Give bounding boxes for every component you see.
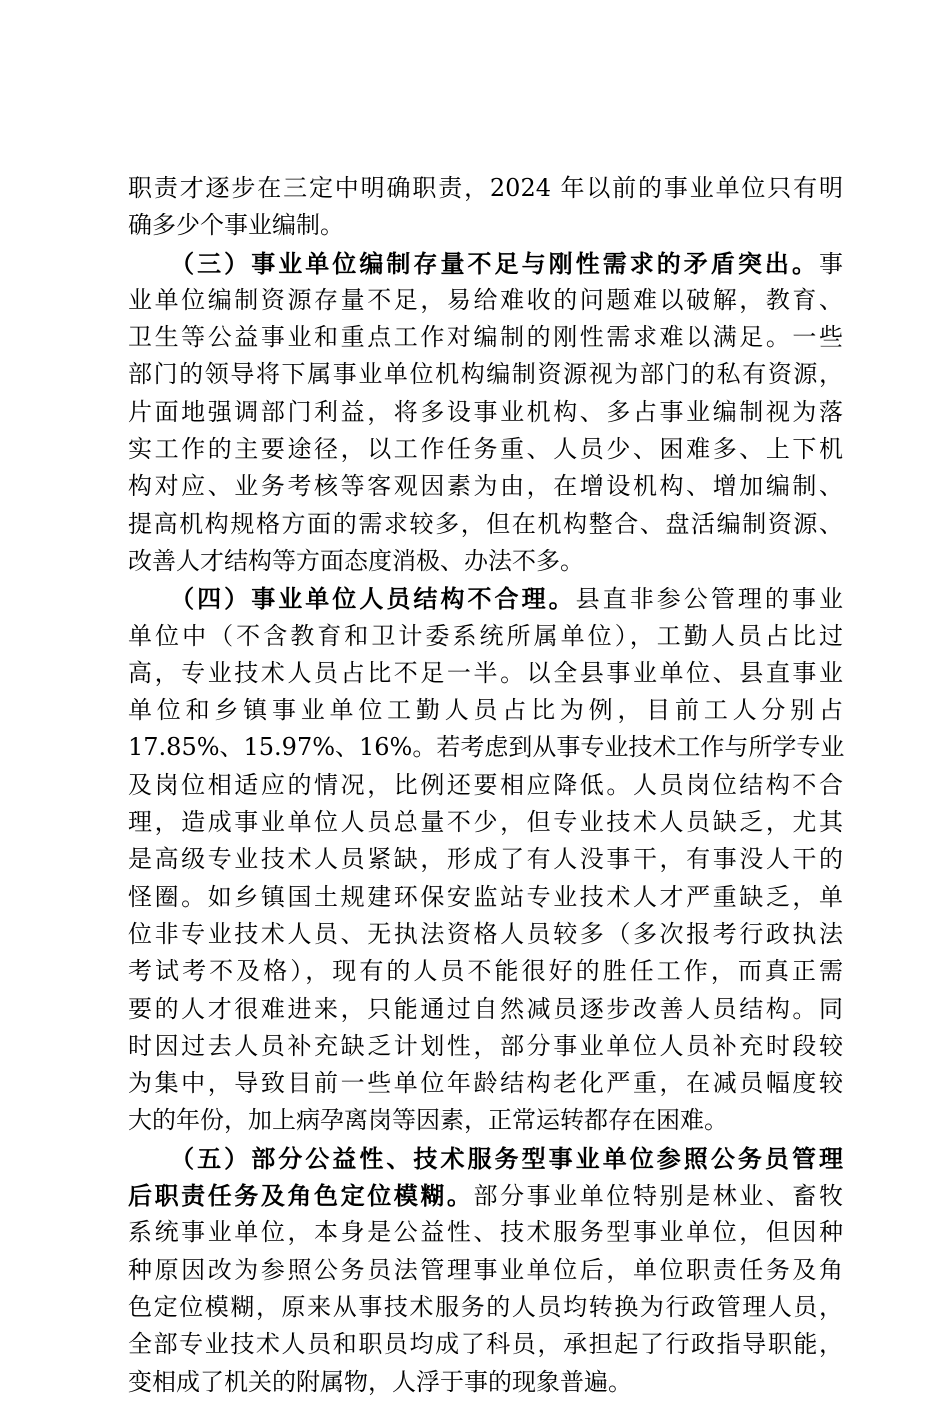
line-text: 部分事业单位特别是林业、畜牧: [473, 1182, 843, 1211]
text-line: [128, 767, 843, 804]
text-line: [128, 207, 843, 244]
section-heading: （三）事业单位编制存量不足与刚性需求的矛盾突出。: [128, 248, 819, 278]
section-heading: 后职责任务及角色定位模糊。: [128, 1181, 474, 1211]
line-text: 确多少个事业编制。: [128, 211, 344, 240]
line-text: 改善人才结构等方面态度消极、办法不多。: [128, 546, 584, 575]
line-text: 县直非参公管理的事业: [575, 585, 844, 614]
text-line: [128, 879, 843, 916]
text-line: [128, 506, 843, 543]
line-text: 系统事业单位，本身是公益性、技术服务型事业单位，但因种: [128, 1218, 843, 1247]
text-line: [128, 580, 843, 617]
text-line: [128, 1214, 843, 1251]
text-line: [128, 356, 843, 393]
text-line: [128, 692, 843, 729]
line-text: 是高级专业技术人员紧缺，形成了有人没事干，有事没人干的: [128, 845, 843, 874]
text-line: [128, 1177, 843, 1214]
text-line: [128, 655, 843, 692]
text-line: [128, 1364, 843, 1401]
line-text: 变相成了机关的附属物，人浮于事的现象普遍。: [128, 1367, 632, 1396]
text-line: [128, 1326, 843, 1363]
text-line: [128, 841, 843, 878]
line-text: 实工作的主要途径，以工作任务重、人员少、困难多、上下机: [128, 435, 843, 464]
line-text: 种原因改为参照公务员法管理事业单位后，单位职责任务及角: [128, 1255, 843, 1284]
section-heading: （五）部分公益性、技术服务型事业单位参照公务员管理: [128, 1143, 843, 1173]
text-line: [128, 1252, 843, 1289]
text-line: [128, 991, 843, 1028]
line-text: 17.85%、15.97%、16%。若考虑到从事专业技术工作与所学专业: [128, 733, 845, 762]
text-line: [128, 916, 843, 953]
line-text: 构对应、业务考核等客观因素为由，在增设机构、增加编制、: [128, 472, 843, 501]
line-text: 单位和乡镇事业单位工勤人员占比为例，目前工人分别占: [128, 696, 843, 725]
line-text: 部门的领导将下属事业单位机构编制资源视为部门的私有资源，: [128, 360, 843, 389]
text-line: [128, 729, 843, 766]
text-line: [128, 319, 843, 356]
line-text: 单位中（不含教育和卫计委系统所属单位），工勤人员占比过: [128, 621, 843, 650]
line-text: 大的年份，加上病孕离岗等因素，正常运转都存在困难。: [128, 1106, 728, 1135]
line-text: 时因过去人员补充缺乏计划性，部分事业单位人员补充时段较: [128, 1031, 843, 1060]
text-line: [128, 953, 843, 990]
line-text: 职责才逐步在三定中明确职责，2024 年以前的事业单位只有明: [128, 174, 843, 202]
text-line: [128, 1028, 843, 1065]
line-text: 为集中，导致目前一些单位年龄结构老化严重，在减员幅度较: [128, 1069, 843, 1098]
text-line: [128, 1289, 843, 1326]
text-line: [128, 804, 843, 841]
text-line: [128, 468, 843, 505]
line-text: 及岗位相适应的情况，比例还要相应降低。人员岗位结构不合: [128, 770, 843, 799]
line-text: 怪圈。如乡镇国土规建环保安监站专业技术人才严重缺乏，单: [128, 882, 843, 911]
line-text: 业单位编制资源存量不足，易给难收的问题难以破解，教育、: [128, 285, 843, 314]
text-line: [128, 1140, 843, 1177]
line-text: 色定位模糊，原来从事技术服务的人员均转换为行政管理人员，: [128, 1292, 843, 1321]
text-line: [128, 1102, 843, 1139]
document-body: [128, 170, 843, 1401]
line-text: 理，造成事业单位人员总量不少，但专业技术人员缺乏，尤其: [128, 808, 843, 837]
line-text: 全部专业技术人员和职员均成了科员，承担起了行政指导职能，: [128, 1330, 843, 1359]
text-line: [128, 618, 843, 655]
text-line: [128, 543, 843, 580]
line-text: 片面地强调部门利益，将多设事业机构、多占事业编制视为落: [128, 397, 843, 426]
line-text: 高，专业技术人员占比不足一半。以全县事业单位、县直事业: [128, 658, 843, 687]
text-line: [128, 245, 843, 282]
text-line: [128, 431, 843, 468]
text-line: [128, 1065, 843, 1102]
line-text: 位非专业技术人员、无执法资格人员较多（多次报考行政执法: [128, 919, 843, 948]
line-text: 要的人才很难进来，只能通过自然减员逐步改善人员结构。同: [128, 994, 843, 1023]
text-line: [128, 170, 843, 207]
line-text: 提高机构规格方面的需求较多，但在机构整合、盘活编制资源、: [128, 509, 843, 538]
text-line: [128, 394, 843, 431]
text-line: [128, 282, 843, 319]
section-heading: （四）事业单位人员结构不合理。: [128, 584, 576, 614]
line-text: 事: [819, 249, 843, 278]
line-text: 考试考不及格），现有的人员不能很好的胜任工作，而真正需: [128, 957, 843, 986]
line-text: 卫生等公益事业和重点工作对编制的刚性需求难以满足。一些: [128, 323, 843, 352]
